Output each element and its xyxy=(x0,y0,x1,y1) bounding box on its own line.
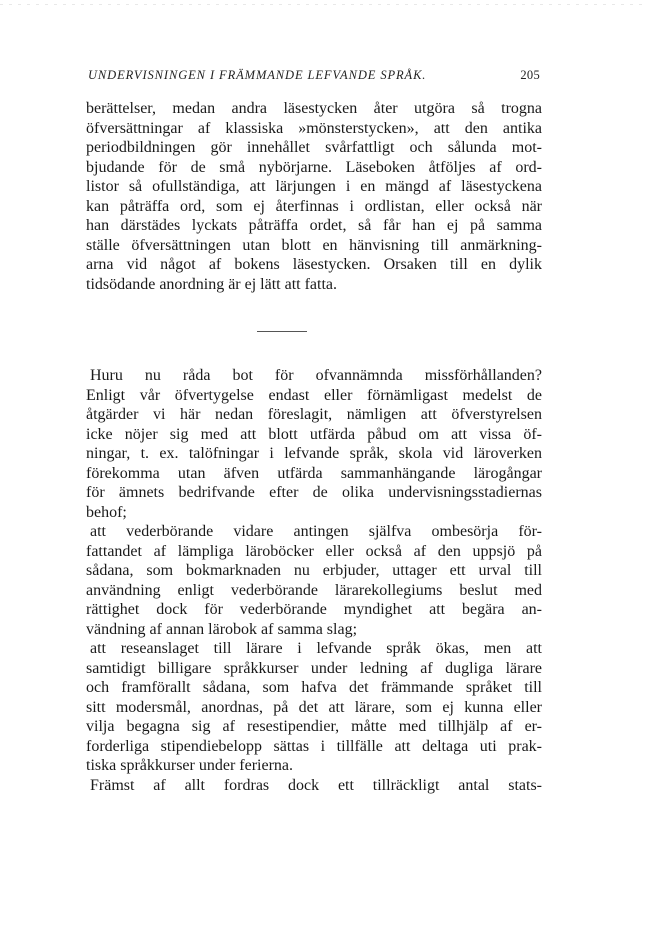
text-line: sitt modersmål, anordnas, på det att lärare, som ej kunna eller xyxy=(86,698,542,716)
paragraph xyxy=(86,776,542,796)
text-line: arna vid något af bokens läsestycken. Orsaken till en dylik xyxy=(86,256,542,273)
text-line: rättighet dock för vederbörande myndighet att begära an- xyxy=(86,601,542,618)
text-line: berättelser, medan andra läsestycken åter utgöra så trogna xyxy=(86,100,542,117)
section-1-text xyxy=(86,99,542,294)
running-head xyxy=(86,68,540,86)
text-line: icke nöjer sig med att blott utfärda påbud om att vissa öf- xyxy=(86,425,542,443)
text-line: användning enligt vederbörande lärarekollegiums beslut med xyxy=(86,581,542,599)
text-line: han därstädes lyckats påträffa ordet, så får han ej på samma xyxy=(86,217,542,234)
text-line: sådana, som bokmarknaden nu erbjuder, uttager ett urval till xyxy=(86,562,542,579)
text-line: fattandet af lämpliga läroböcker eller också af den uppsjö på xyxy=(86,542,542,560)
text-line: åtgärder vi här nedan föreslagit, nämligen att öfverstyrelsen xyxy=(86,406,542,423)
text-line: vilja begagna sig af resestipendier, måtte med tillhjälp af er- xyxy=(86,718,542,735)
page-number: 205 xyxy=(520,68,540,82)
text-line: Huru nu råda bot för ofvannämnda missförhållanden? xyxy=(90,367,542,384)
paragraph xyxy=(86,522,542,639)
text-line: förekomma utan äfven utfärda sammanhängande lärogångar xyxy=(86,464,542,482)
text-line: tidsödande anordning är ej lätt att fatta. xyxy=(86,275,338,293)
text-line: vändning af annan lärobok af samma slag; xyxy=(86,620,358,638)
section-2-text xyxy=(86,366,542,795)
text-line: ningar, t. ex. talöfningar i lefvande språk, skola vid läroverken xyxy=(86,445,542,462)
paragraph xyxy=(86,99,542,294)
text-line: för ämnets bedrifvande efter de olika undervisningsstadiernas xyxy=(86,484,542,501)
paragraph xyxy=(86,366,542,522)
text-line: kan påträffa ord, som ej återfinnas i ordlistan, eller också när xyxy=(86,197,542,215)
text-line: bjudande för de små nybörjarne. Läseboken åtföljes af ord- xyxy=(86,158,542,176)
text-line: och framförallt sådana, som hafva det främmande språket till xyxy=(86,679,542,696)
text-line: att reseanslaget till lärare i lefvande språk ökas, men att xyxy=(90,640,542,657)
paragraph xyxy=(86,639,542,776)
text-line: ställe öfversättningen utan blott en hänvisning till anmärkning- xyxy=(86,236,542,254)
text-line: forderliga stipendiebelopp sättas i tillfälle att deltaga uti prak- xyxy=(86,737,542,755)
section-divider xyxy=(257,331,307,332)
text-line: periodbildningen gör innehållet svårfattligt och sålunda mot- xyxy=(86,139,542,156)
text-line: att vederbörande vidare antingen själfva ombesörja för- xyxy=(90,523,542,540)
running-head-title: UNDERVISNINGEN I FRÄMMANDE LEFVANDE SPRÅK. xyxy=(88,68,427,82)
text-line: Främst af allt fordras dock ett tillräckligt antal stats- xyxy=(90,776,542,794)
scan-artifact-line xyxy=(0,4,648,5)
text-line: tiska språkkurser under ferierna. xyxy=(86,757,294,774)
text-line: öfversättningar af klassiska »mönsterstycken», att den antika xyxy=(86,119,542,137)
text-line: listor så ofullständiga, att lärjungen i en mängd af läsestyckena xyxy=(86,178,542,195)
text-line: behof; xyxy=(86,503,127,521)
text-line: Enligt vår öfvertygelse endast eller förnämligast medelst de xyxy=(86,386,542,404)
text-line: samtidigt billigare språkkurser under ledning af dugliga lärare xyxy=(86,659,542,677)
